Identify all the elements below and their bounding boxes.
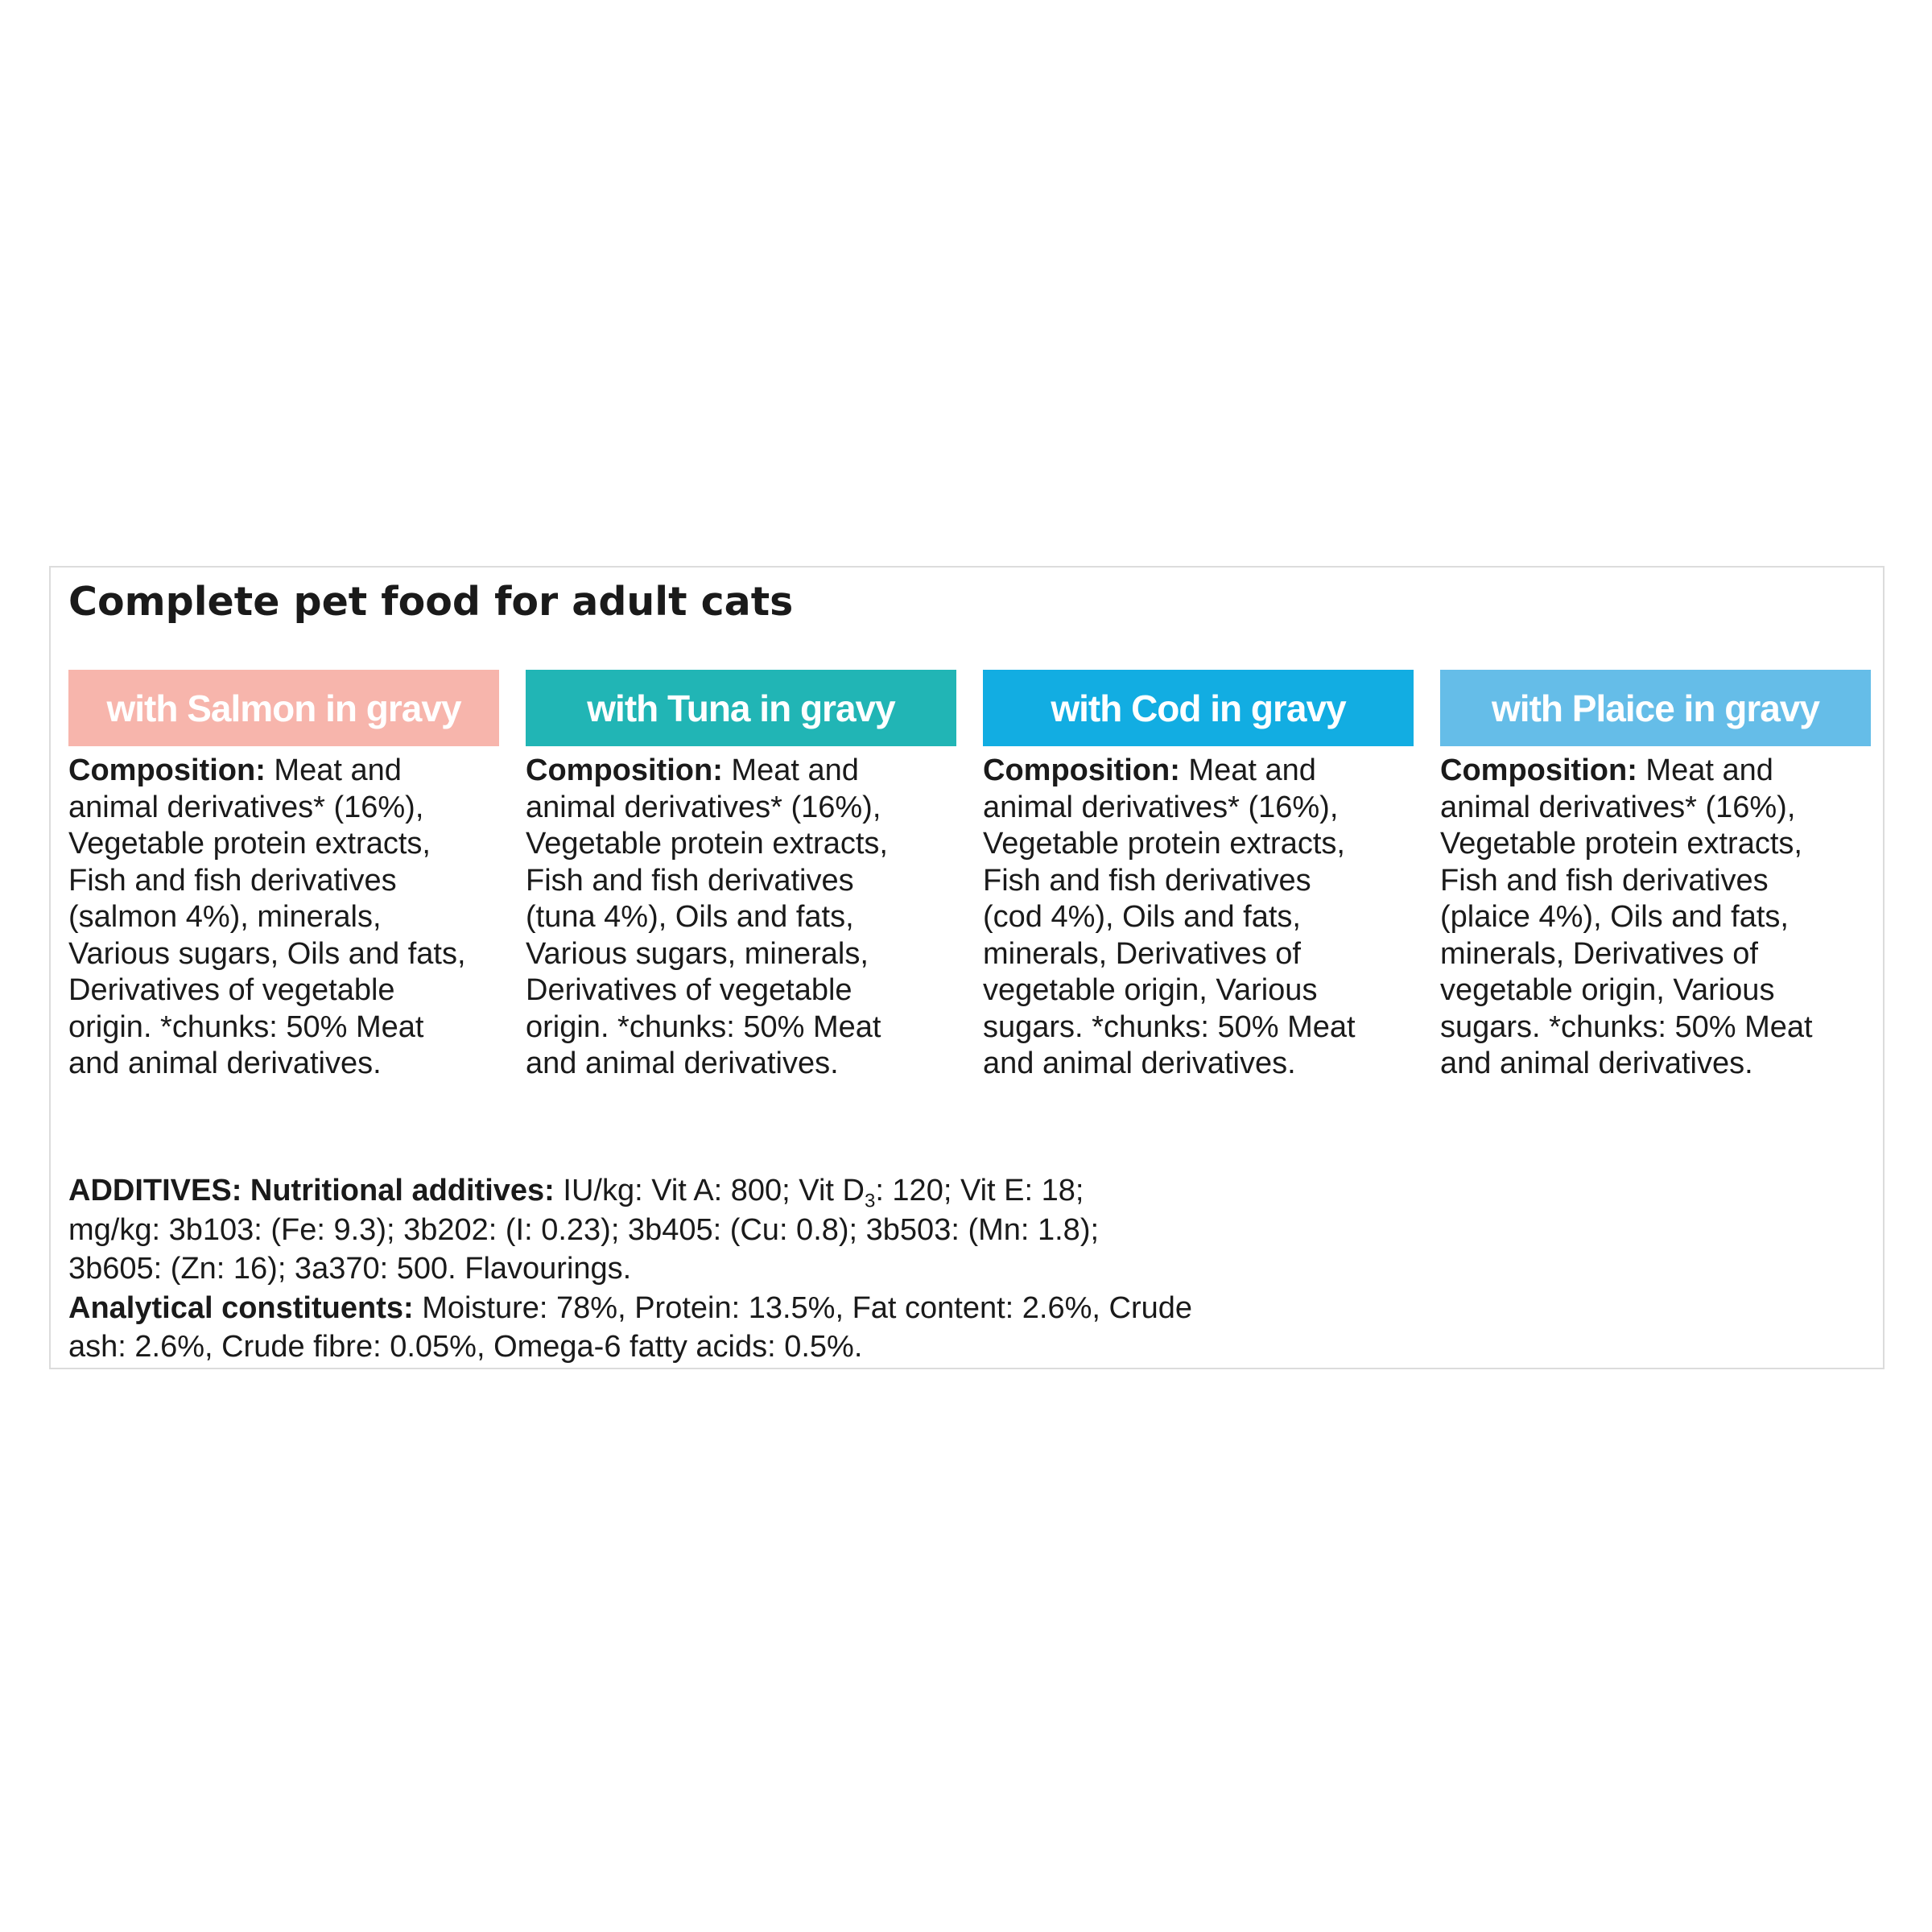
composition-text: Meat and (1637, 753, 1773, 787)
additives-text: IU/kg: Vit A: 800; Vit D (554, 1174, 865, 1208)
composition-text: minerals, Derivatives of (983, 936, 1301, 971)
variant-header-cod: with Cod in gravy (983, 670, 1414, 746)
additives-text: 3b605: (Zn: 16); 3a370: 500. Flavourings. (68, 1252, 632, 1286)
composition-text: origin. *chunks: 50% Meat (526, 1009, 881, 1044)
composition-text: and animal derivatives. (1440, 1046, 1753, 1080)
composition-label: Composition: (983, 753, 1180, 787)
composition-text: Fish and fish derivatives (526, 863, 854, 898)
variant-header-salmon: with Salmon in gravy (68, 670, 499, 746)
composition-tuna (526, 753, 956, 1083)
composition-text: vegetable origin, Various (1440, 973, 1775, 1007)
composition-cod (983, 753, 1414, 1083)
composition-label: Composition: (1440, 753, 1637, 787)
composition-text: (plaice 4%), Oils and fats, (1440, 900, 1789, 934)
composition-text: (tuna 4%), Oils and fats, (526, 900, 854, 934)
composition-text: vegetable origin, Various (983, 973, 1318, 1007)
additives-text: mg/kg: 3b103: (Fe: 9.3); 3b202: (I: 0.23); 3b405: (Cu: 0.8); 3b503: (Mn: 1.8); (68, 1212, 1100, 1247)
composition-plaice (1440, 753, 1871, 1083)
composition-text: and animal derivatives. (983, 1046, 1296, 1080)
analytical-text: ash: 2.6%, Crude fibre: 0.05%, Omega-6 fatty acids: 0.5%. (68, 1330, 863, 1364)
additives-section (68, 1171, 1356, 1367)
composition-text: Derivatives of vegetable (68, 973, 395, 1007)
composition-label: Composition: (68, 753, 266, 787)
composition-label: Composition: (526, 753, 723, 787)
composition-text: sugars. *chunks: 50% Meat (983, 1009, 1356, 1044)
composition-text: animal derivatives* (16%), (983, 790, 1339, 824)
variant-salmon (68, 670, 499, 1083)
composition-text: origin. *chunks: 50% Meat (68, 1009, 424, 1044)
composition-text: Fish and fish derivatives (68, 863, 397, 898)
additives-label: ADDITIVES: Nutritional additives: (68, 1174, 555, 1208)
variant-header-plaice: with Plaice in gravy (1440, 670, 1871, 746)
composition-salmon (68, 753, 499, 1083)
composition-text: Various sugars, Oils and fats, (68, 936, 466, 971)
composition-text: Meat and (722, 753, 859, 787)
composition-text: Meat and (265, 753, 402, 787)
composition-text: (cod 4%), Oils and fats, (983, 900, 1301, 934)
composition-text: Fish and fish derivatives (1440, 863, 1769, 898)
composition-text: sugars. *chunks: 50% Meat (1440, 1009, 1813, 1044)
composition-text: animal derivatives* (16%), (526, 790, 881, 824)
composition-text: animal derivatives* (16%), (68, 790, 424, 824)
composition-text: and animal derivatives. (68, 1046, 382, 1080)
subscript-text: 3 (864, 1190, 876, 1212)
variant-cod (983, 670, 1414, 1083)
composition-text: Various sugars, minerals, (526, 936, 869, 971)
composition-text: Vegetable protein extracts, (68, 827, 431, 861)
composition-text: and animal derivatives. (526, 1046, 839, 1080)
composition-text: Vegetable protein extracts, (1440, 827, 1802, 861)
additives-text: : 120; Vit E: 18; (875, 1174, 1084, 1208)
variant-tuna (526, 670, 956, 1083)
product-info-panel (49, 566, 1885, 1369)
page-title: Complete pet food for adult cats (68, 579, 794, 625)
analytical-label: Analytical constituents: (68, 1290, 414, 1325)
composition-text: Fish and fish derivatives (983, 863, 1311, 898)
composition-text: Meat and (1179, 753, 1316, 787)
composition-text: Vegetable protein extracts, (983, 827, 1345, 861)
variant-plaice (1440, 670, 1871, 1083)
composition-text: Vegetable protein extracts, (526, 827, 888, 861)
composition-text: (salmon 4%), minerals, (68, 900, 382, 934)
variant-header-tuna: with Tuna in gravy (526, 670, 956, 746)
composition-text: minerals, Derivatives of (1440, 936, 1758, 971)
composition-text: animal derivatives* (16%), (1440, 790, 1796, 824)
analytical-text: Moisture: 78%, Protein: 13.5%, Fat content: 2.6%, Crude (413, 1290, 1193, 1325)
composition-text: Derivatives of vegetable (526, 973, 852, 1007)
